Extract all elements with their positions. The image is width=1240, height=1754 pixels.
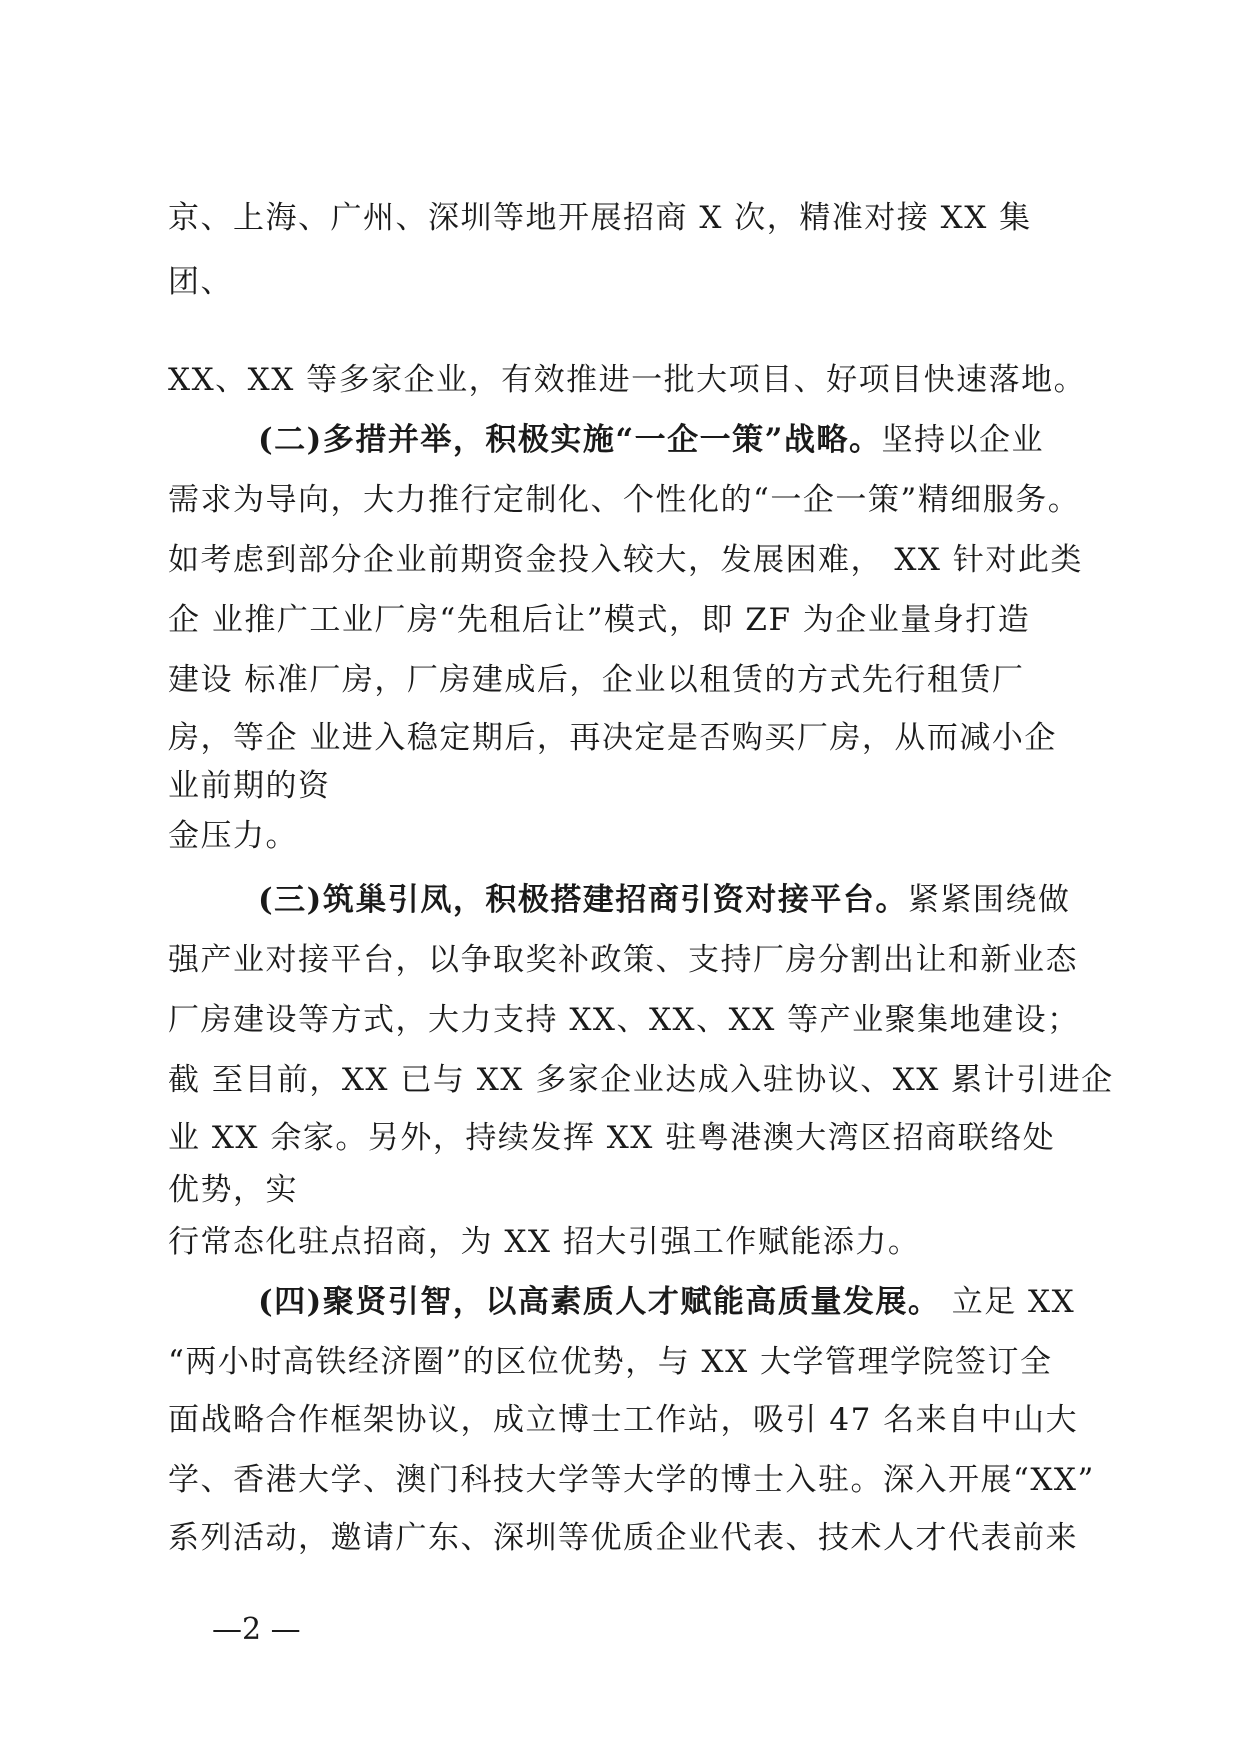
- body-line: 建设 标准厂房，厂房建成后，企业以租赁的方式先行租赁厂: [168, 662, 1025, 698]
- section-3-paragraph-start: [258, 880, 1070, 920]
- body-line: 团、: [168, 264, 233, 300]
- body-line: 业 XX 余家。另外，持续发挥 XX 驻粤港澳大湾区招商联络处: [168, 1120, 1056, 1156]
- body-line: 房，等企 业进入稳定期后，再决定是否购买厂房，从而减小企: [168, 720, 1057, 756]
- body-line: “两小时高铁经济圈”的区位优势，与 XX 大学管理学院签订全: [168, 1344, 1053, 1380]
- body-line: 截 至目前，XX 已与 XX 多家企业达成入驻协议、XX 累计引进企: [168, 1062, 1114, 1098]
- body-line: 需求为导向，大力推行定制化、个性化的“一企一策”精细服务。: [168, 482, 1081, 518]
- section-3-heading: (三)筑巢引凤，积极搭建招商引资对接平台。: [258, 882, 908, 918]
- body-line: 行常态化驻点招商，为 XX 招大引强工作赋能添力。: [168, 1224, 921, 1260]
- section-4-paragraph-start: [258, 1282, 1075, 1322]
- body-line: XX、XX 等多家企业，有效推进一批大项目、好项目快速落地。: [168, 362, 1087, 398]
- body-line: 京、上海、广州、深圳等地开展招商 X 次，精准对接 XX 集: [168, 200, 1032, 236]
- section-3-lead: 紧紧围绕做: [907, 882, 1071, 918]
- body-line: 业前期的资: [168, 768, 331, 804]
- body-line: 如考虑到部分企业前期资金投入较大，发展困难， XX 针对此类: [168, 542, 1083, 578]
- section-4-heading: (四)聚贤引智，以高素质人才赋能高质量发展。: [258, 1284, 941, 1320]
- body-line: 金压力。: [168, 818, 298, 854]
- section-2-heading: (二)多措并举，积极实施“一企一策”战略。: [258, 422, 882, 458]
- body-line: 优势，实: [168, 1172, 298, 1208]
- body-line: 系列活动，邀请广东、深圳等优质企业代表、技术人才代表前来: [168, 1520, 1078, 1556]
- section-2-paragraph-start: [258, 420, 1044, 460]
- body-line: 面战略合作框架协议，成立博士工作站，吸引 47 名来自中山大: [168, 1402, 1079, 1438]
- page-number: —2 —: [212, 1612, 301, 1647]
- body-line: 企 业推广工业厂房“先租后让”模式，即 ZF 为企业量身打造: [168, 602, 1031, 638]
- section-2-lead: 坚持以企业: [881, 422, 1044, 458]
- body-line: 厂房建设等方式，大力支持 XX、XX、XX 等产业聚集地建设；: [168, 1002, 1080, 1038]
- body-line: 强产业对接平台，以争取奖补政策、支持厂房分割出让和新业态: [168, 942, 1078, 978]
- section-4-lead: 立足 XX: [940, 1284, 1076, 1320]
- body-line: 学、香港大学、澳门科技大学等大学的博士入驻。深入开展“XX”: [168, 1462, 1095, 1498]
